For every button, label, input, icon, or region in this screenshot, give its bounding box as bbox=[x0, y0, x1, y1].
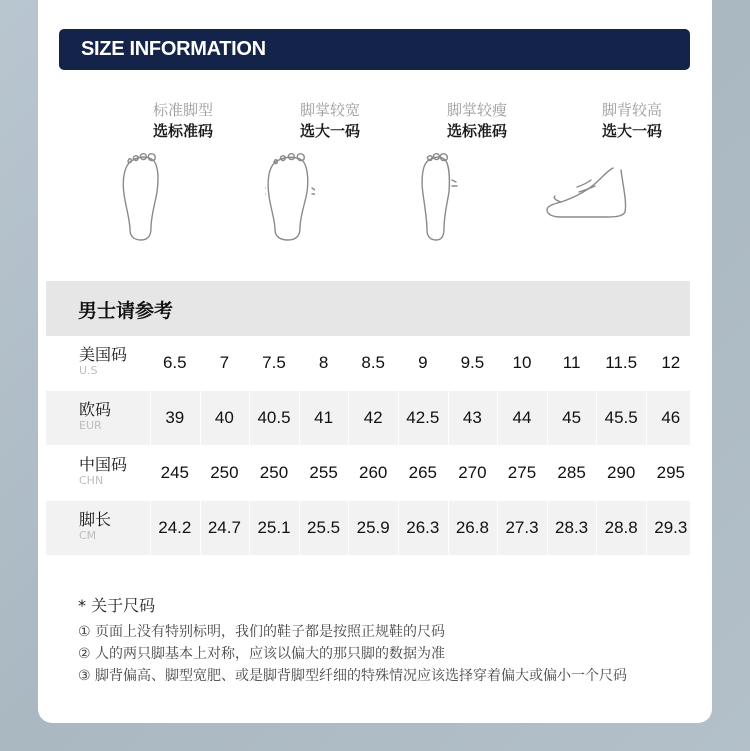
size-table-title: 男士请参考 bbox=[78, 300, 174, 322]
size-cell: 26.3 bbox=[406, 518, 440, 537]
banner-title: SIZE INFORMATION bbox=[81, 38, 266, 60]
row-label-en: CHN bbox=[79, 474, 104, 487]
foot-type-label: 脚背较高 bbox=[601, 101, 662, 119]
size-cell: 44 bbox=[512, 408, 532, 427]
size-cell: 43 bbox=[462, 408, 482, 427]
size-cell: 6.5 bbox=[162, 353, 187, 372]
foot-type-standard bbox=[113, 100, 253, 142]
wide-foot-icon bbox=[265, 150, 315, 242]
size-cell: 11 bbox=[562, 353, 581, 372]
foot-type-label: 标准脚型 bbox=[152, 101, 213, 119]
size-info-card bbox=[38, 0, 712, 723]
size-cell: 11.5 bbox=[605, 353, 638, 372]
size-cell: 26.8 bbox=[455, 518, 489, 537]
size-cell: 290 bbox=[607, 463, 636, 482]
foot-type-label: 脚掌较宽 bbox=[299, 101, 360, 119]
size-cell: 29.3 bbox=[654, 518, 688, 537]
column-divider bbox=[299, 336, 300, 554]
column-divider bbox=[547, 336, 548, 554]
size-cell: 41 bbox=[314, 408, 334, 427]
narrow-foot-icon bbox=[412, 150, 462, 242]
size-cell: 42 bbox=[363, 408, 383, 427]
size-cell: 250 bbox=[210, 463, 239, 482]
size-cell: 40.5 bbox=[257, 408, 291, 427]
size-cell: 24.2 bbox=[158, 518, 192, 537]
foot-type-narrow bbox=[407, 100, 547, 142]
size-cell: 42.5 bbox=[406, 408, 440, 427]
size-row-eur bbox=[46, 391, 690, 445]
size-row-chn bbox=[46, 446, 690, 500]
size-cell: 12 bbox=[661, 353, 681, 372]
size-cell: 270 bbox=[458, 463, 487, 482]
size-cell: 10 bbox=[512, 353, 532, 372]
standard-foot-icon bbox=[118, 150, 168, 242]
size-cell: 8 bbox=[318, 353, 329, 372]
foot-type-high-instep bbox=[562, 100, 702, 142]
notes-item: ② 人的两只脚基本上对称，应该以偏大的那只脚的数据为准 bbox=[78, 646, 445, 662]
column-divider bbox=[398, 336, 399, 554]
size-cell: 9 bbox=[418, 353, 428, 372]
notes-title: * 关于尺码 bbox=[78, 596, 156, 615]
size-cell: 24.7 bbox=[207, 518, 241, 537]
high-instep-foot-icon bbox=[543, 150, 635, 242]
row-label-cn: 美国码 bbox=[79, 345, 128, 364]
size-cell: 25.1 bbox=[257, 518, 291, 537]
column-divider bbox=[249, 336, 250, 554]
size-cell: 7.5 bbox=[262, 353, 286, 372]
size-cell: 45 bbox=[562, 408, 582, 427]
size-info-banner bbox=[59, 29, 690, 70]
foot-type-advice: 选大一码 bbox=[299, 122, 360, 140]
column-divider bbox=[448, 336, 449, 554]
size-cell: 260 bbox=[359, 463, 388, 482]
size-cell: 265 bbox=[408, 463, 437, 482]
column-divider bbox=[596, 336, 597, 554]
column-divider bbox=[696, 336, 697, 554]
column-divider bbox=[497, 336, 498, 554]
size-cell: 250 bbox=[259, 463, 289, 482]
size-cell: 7 bbox=[219, 353, 230, 372]
size-notes bbox=[78, 595, 627, 687]
size-cell: 28.8 bbox=[604, 518, 638, 537]
foot-type-advice: 选标准码 bbox=[152, 122, 213, 140]
column-divider bbox=[150, 336, 151, 554]
foot-type-advice: 选标准码 bbox=[446, 122, 507, 140]
row-label-cn: 欧码 bbox=[79, 400, 112, 419]
size-cell: 295 bbox=[656, 463, 685, 482]
foot-type-advice: 选大一码 bbox=[601, 122, 662, 140]
size-cell: 27.3 bbox=[505, 518, 539, 537]
row-label-en: U.S bbox=[79, 364, 98, 377]
row-label-cn: 脚长 bbox=[79, 510, 112, 529]
row-label-en: CM bbox=[79, 529, 97, 542]
notes-item: ① 页面上没有特别标明，我们的鞋子都是按照正规鞋的尺码 bbox=[78, 624, 445, 640]
column-divider bbox=[348, 336, 349, 554]
foot-type-label: 脚掌较瘦 bbox=[446, 101, 507, 119]
size-cell: 39 bbox=[165, 408, 185, 427]
size-table-title-bar bbox=[46, 281, 690, 336]
row-label-en: EUR bbox=[79, 419, 102, 432]
foot-type-wide bbox=[260, 100, 400, 142]
size-cell: 245 bbox=[160, 463, 189, 482]
notes-item: ③ 脚背偏高、脚型宽肥、或是脚背脚型纤细的特殊情况应该选择穿着偏大或偏小一个尺码 bbox=[78, 668, 627, 684]
size-cell: 28.3 bbox=[555, 518, 589, 537]
size-cell: 255 bbox=[309, 463, 338, 482]
column-divider bbox=[200, 336, 201, 554]
size-row-cm bbox=[46, 501, 690, 555]
size-cell: 46 bbox=[661, 408, 681, 427]
size-cell: 275 bbox=[507, 463, 537, 482]
size-cell: 8.5 bbox=[361, 353, 385, 372]
size-cell: 285 bbox=[557, 463, 586, 482]
row-label-cn: 中国码 bbox=[79, 455, 128, 474]
size-cell: 9.5 bbox=[460, 353, 485, 372]
size-cell: 25.5 bbox=[307, 518, 341, 537]
column-divider bbox=[646, 336, 647, 554]
size-cell: 40 bbox=[214, 408, 234, 427]
size-cell: 45.5 bbox=[604, 408, 638, 427]
size-cell: 25.9 bbox=[356, 518, 390, 537]
size-row-us bbox=[46, 336, 690, 390]
